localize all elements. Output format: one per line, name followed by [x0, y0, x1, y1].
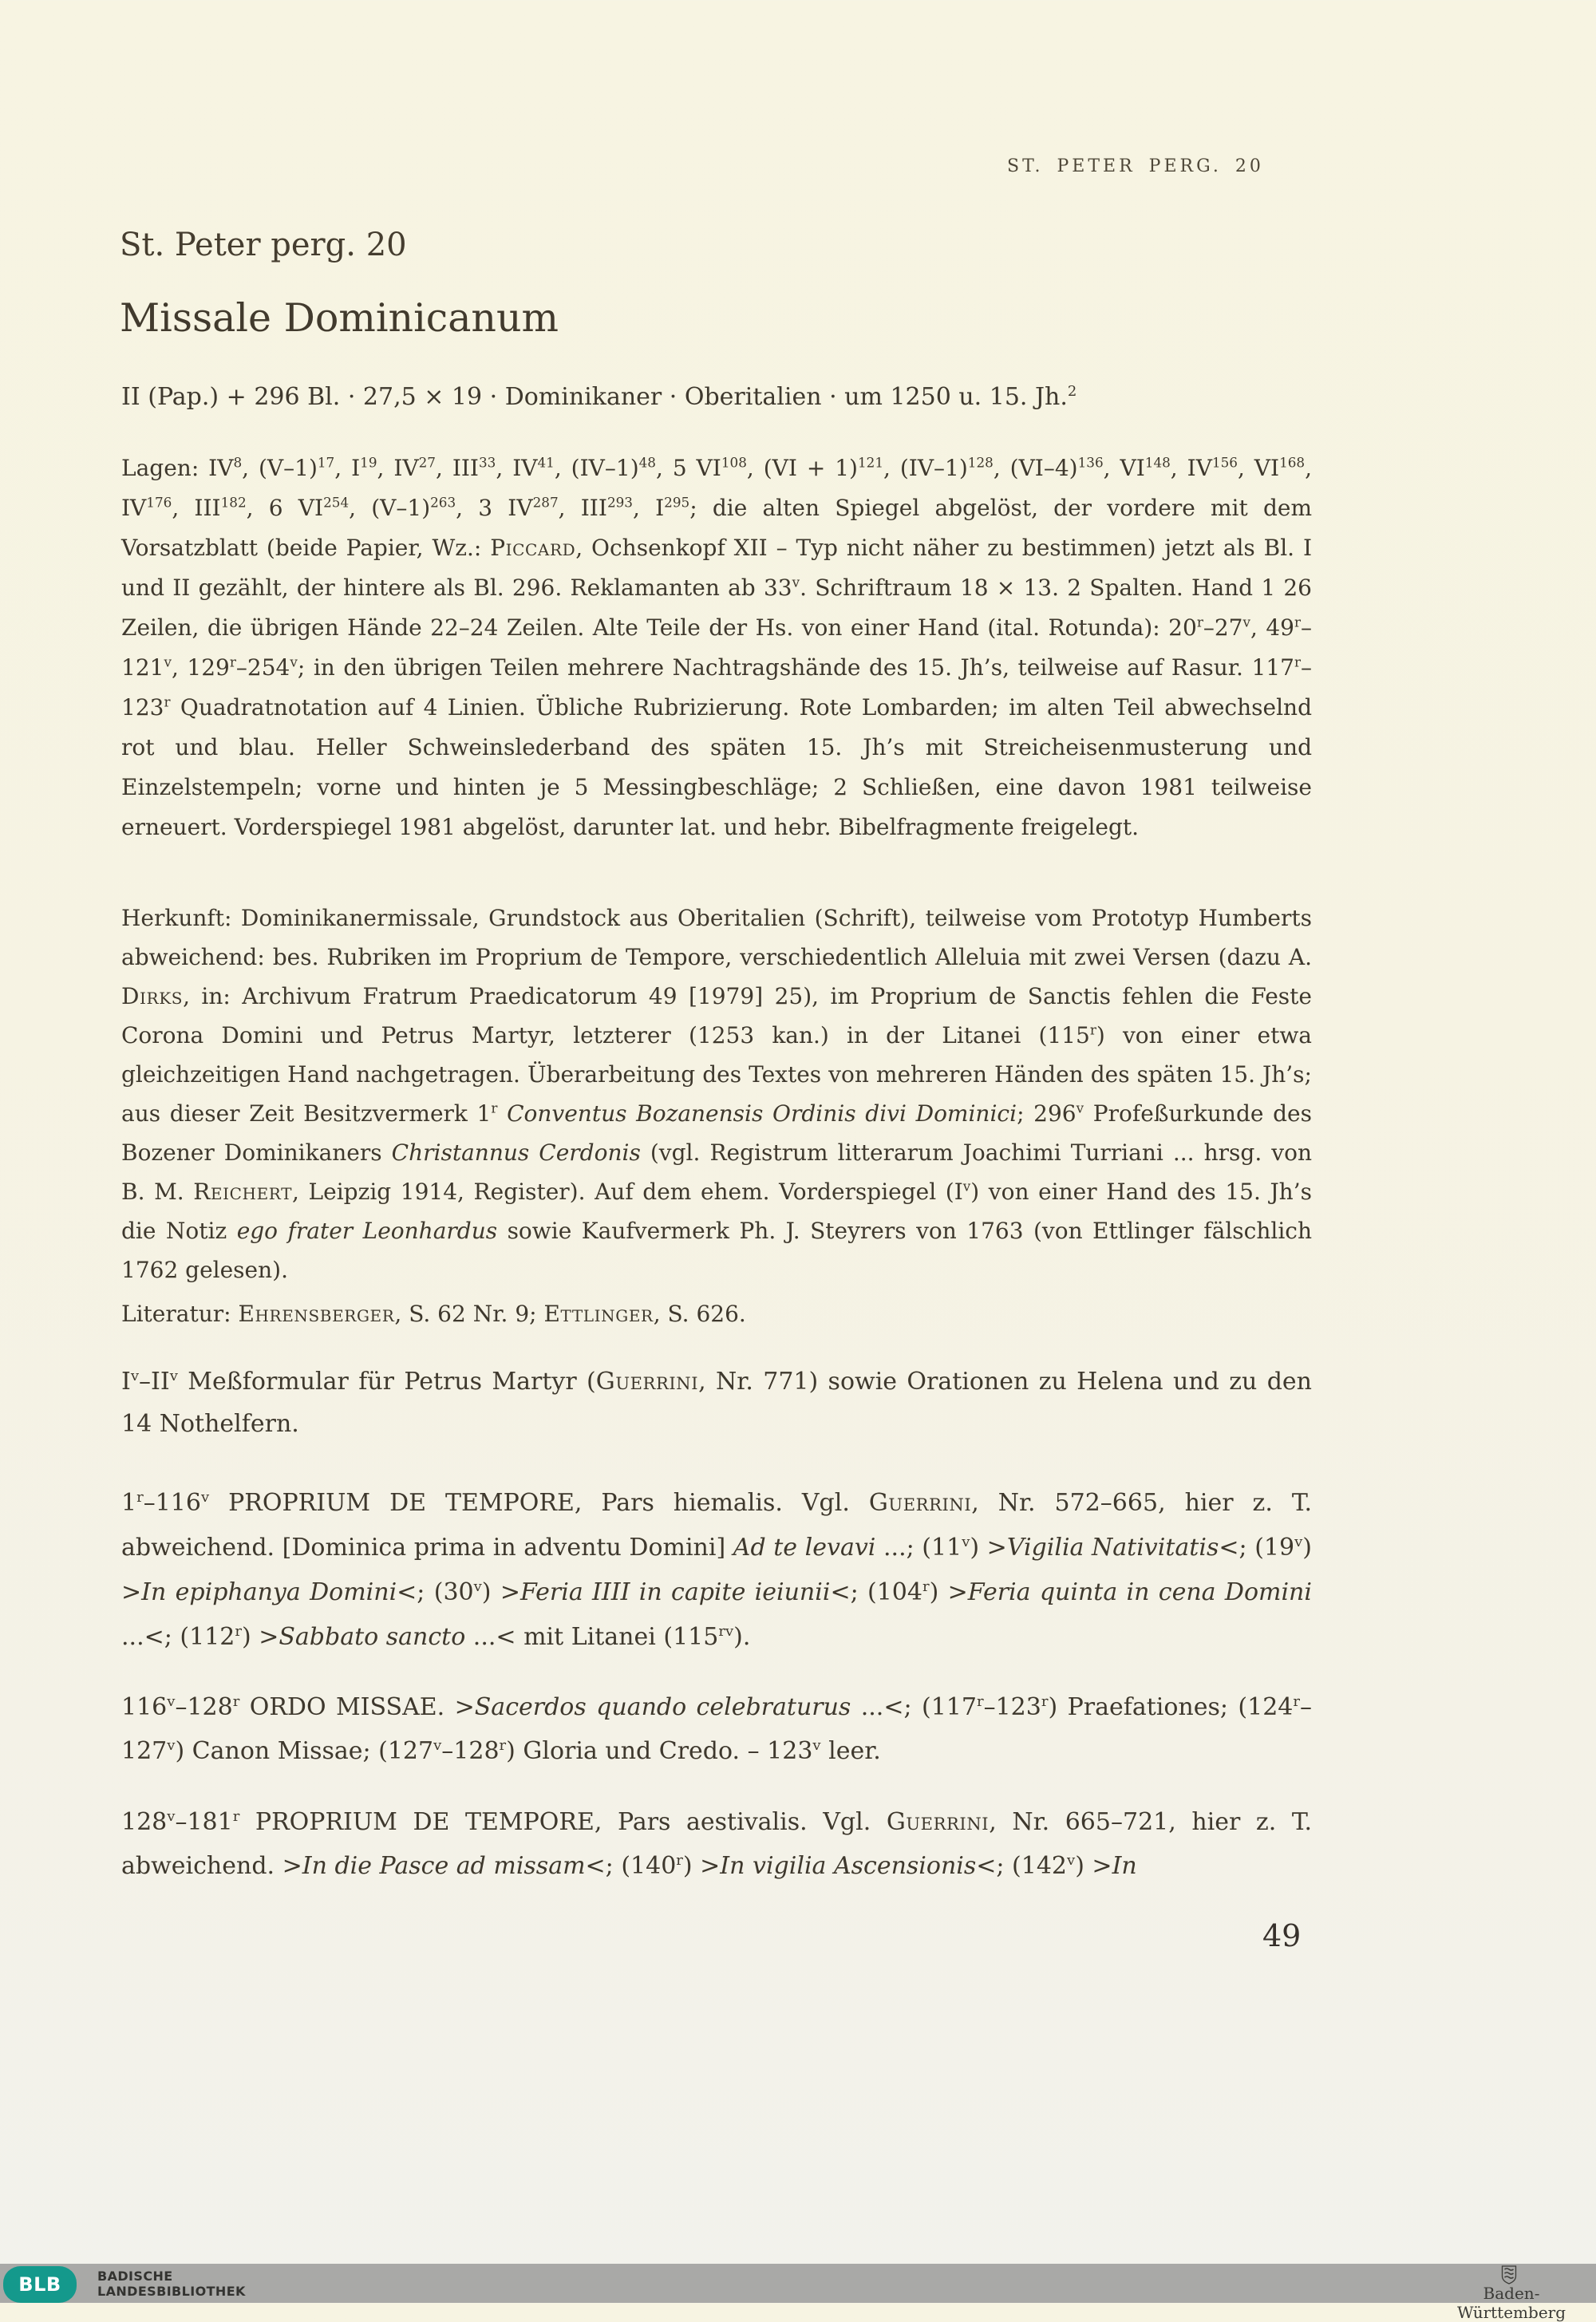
page-number: 49 [1262, 1918, 1302, 1953]
footer-bar [0, 2264, 1596, 2322]
provenance-paragraph: Herkunft: Dominikanermissale, Grundstock aus Oberitalien (Schrift), teilweise vom Prototyp Humberts abweichend: bes. Rubriken im Proprium de Tempore, verschiedentlich Alleluia mit zwei Versen (dazu A. Dirks, in: Archivum Fratrum Praedicatorum 49 [1979] 25), im Proprium de Sanctis fehlen die Feste Corona Domini und Petrus Martyr, letzterer (1253 kan.) in der Litanei (115$^r$) von einer etwa gleichzeitigen Hand nachgetragen. Überarbeitung des Textes von mehreren Händen des späten 15. Jh’s; aus dieser Zeit Besitzvermerk 1$^r$ Conventus Bozanensis Ordinis divi Dominici; 296$^v$ Profeßurkunde des Bozener Dominikaners Christannus Cerdonis (vgl. Registrum litterarum Joachimi Turriani ... hrsg. von B. M. Reichert, Leipzig 1914, Register). Auf dem ehem. Vorderspiegel $(I^v)$ von einer Hand des 15. Jh’s die Notiz ego frater Leonhardus sowie Kaufvermerk Ph. J. Steyrers von 1763 (von Ettlinger fälschlich 1762 gelesen). [121, 905, 1312, 1283]
baden-wuerttemberg-label: Baden-Württemberg [1456, 2284, 1566, 2322]
library-name-line1: BADISCHE [97, 2269, 173, 2284]
baden-wuerttemberg-crest-icon [1500, 2265, 1518, 2284]
content-entry-proprium-de-tempore-hiemalis: 1$^r$–116$^v$ PROPRIUM DE TEMPORE, Pars hiemalis. Vgl. Guerrini, Nr. 572–665, hier z. T. abweichend. [Dominica prima in adventu Domini] Ad te levavi ...; $(11^v)$ >Vigilia Nativitatis<; $(19^v) >In$ epiphanya Domini<; $(30^v)$ >Feria IIII in capite ieiunii<; $(104^r)$ >Feria quinta in cena Domini ...<; $(112^r)$ >Sabbato sancto ...< mit Litanei $(115^{rv})$. [121, 1489, 1312, 1651]
physical-description-line: II (Pap.) + 296 Bl. · 27,5 × 19 · Dominikaner · Oberitalien · um 1250 u. 15. Jh.$^2$ [121, 383, 1077, 411]
library-name-line2: LANDESBIBLIOTHEK [97, 2284, 246, 2299]
collation-paragraph: Lagen: $IV^8$, $(V-1)^{17}$, $I^{19}$, IV$^{27}$, III$^{33}$, IV$^{41}$, $(IV-1)^{48}$, 5 VI$^{108}$, (VI + 1)$^{121}$, $(IV-1)^{128}$, $(VI-4)^{136}$, VI$^{148}$, IV$^{156}$, VI$^{168}$, IV$^{176}$, III$^{182}$, 6 VI$^{254}$, $(V-1)^{263}$, 3 IV$^{287}$, III$^{293}$, $I^{295}$; die alten Spiegel abgelöst, der vordere mit dem Vorsatzblatt (beide Papier, Wz.: Piccard, Ochsenkopf XII – Typ nicht näher zu bestimmen) jetzt als Bl. I und II gezählt, der hintere als Bl. 296. Reklamanten ab 33$^v$. Schriftraum 18 × 13. 2 Spalten. Hand 1 26 Zeilen, die übrigen Hände 22–24 Zeilen. Alte Teile der Hs. von einer Hand (ital. Rotunda): 20$^r$–27$^v$, 49$^r$–121$^v$, 129$^r$–254$^v$; in den übrigen Teilen mehrere Nachtragshände des 15. Jh’s, teilweise auf Rasur. 117$^r$–123$^r$ Quadratnotation auf 4 Linien. Übliche Rubrizierung. Rote Lombarden; im alten Teil abwechselnd rot und blau. Heller Schweinslederband des späten 15. Jh’s mit Streicheisenmusterung und Einzelstempeln; vorne und hinten je 5 Messingbeschläge; 2 Schließen, eine davon 1981 teilweise erneuert. Vorderspiegel 1981 abgelöst, darunter lat. und hebr. Bibelfragmente freigelegt. [121, 454, 1313, 840]
baden-wuerttemberg-block [1432, 2264, 1591, 2322]
blb-logo [3, 2266, 77, 2303]
library-name [97, 2269, 246, 2299]
literature-line: Literatur: Ehrensberger, S. 62 Nr. 9; Ettlinger, S. 626. [121, 1301, 746, 1327]
content-entry-proprium-de-tempore-aestivalis: 128$^v$–181$^r$ PROPRIUM DE TEMPORE, Pars aestivalis. Vgl. Guerrini, Nr. 665–721, hier z. T. abweichend. >In die Pasce ad missam<; $(140^r) >In$ vigilia Ascensionis<; $(142^v) >In$ [121, 1808, 1312, 1880]
content-entry-ordo-missae: 116$^v$–128$^r$ ORDO MISSAE. >Sacerdos quando celebraturus ...<; (117$^r$–123$^r$) Praefationes; (124$^r$–127$^v$) Canon Missae; (127$^v$–128$^r$) Gloria und Credo. – 123$^v$ leer. [121, 1693, 1312, 1765]
shelfmark-heading: St. Peter perg. 20 [120, 227, 407, 263]
manuscript-title: Missale Dominicanum [120, 295, 559, 341]
running-head: ST. PETER PERG. 20 [1007, 156, 1264, 176]
blb-logo-text: BLB [18, 2273, 61, 2296]
content-entry-mass-formular: $I^v-II^v$ Meßformular für Petrus Martyr (Guerrini, Nr. 771) sowie Orationen zu Helena und zu den 14 Nothelfern. [121, 1368, 1312, 1438]
